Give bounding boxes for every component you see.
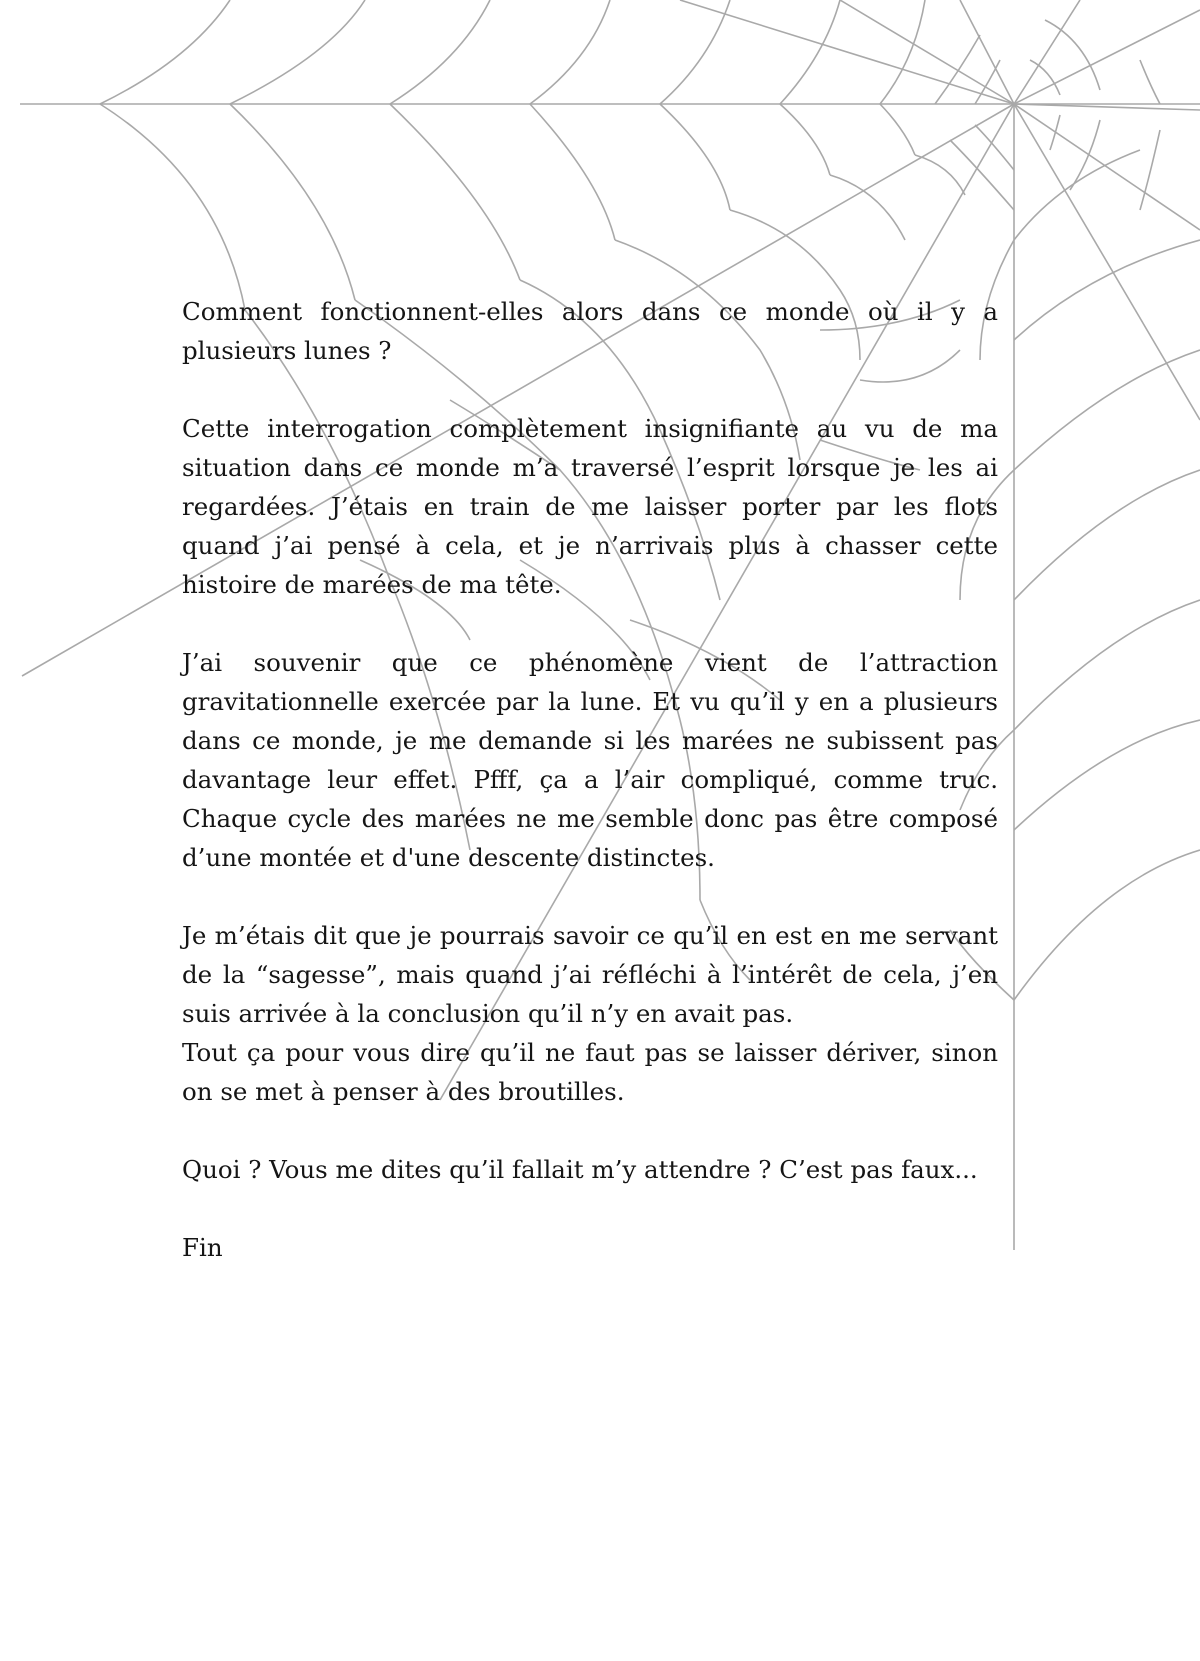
paragraph: Cette interrogation complètement insignifiante au vu de ma situation dans ce monde m’a traversé l’esprit lorsque je les ai regardées. J’étais en train de me laisser porter par les flots quand j’ai pensé à cela, et je n’arrivais plus à chasser cette histoire de marées de ma tête.	[182, 414, 998, 599]
web-arc	[100, 0, 230, 104]
web-arc	[1014, 850, 1200, 1000]
web-arc	[230, 0, 365, 104]
paragraph: Comment fonctionnent-elles alors dans ce monde où il y a plusieurs lunes ?	[182, 297, 998, 365]
web-arc	[230, 104, 355, 300]
web-arc	[390, 104, 520, 280]
web-thread	[1014, 10, 1200, 104]
web-arc	[1030, 60, 1060, 95]
web-thread	[1014, 0, 1080, 104]
story-text	[182, 292, 998, 1306]
web-arc	[100, 104, 245, 310]
web-arc	[1014, 240, 1200, 340]
web-arc	[975, 60, 1000, 104]
paragraph: Quoi ? Vous me dites qu’il fallait m’y attendre ? C’est pas faux...	[182, 1155, 978, 1184]
web-arc	[1045, 20, 1100, 90]
web-thread	[680, 0, 1014, 104]
web-arc	[780, 104, 830, 175]
web-arc	[975, 125, 1014, 170]
web-arc	[1140, 130, 1160, 210]
web-arc	[1050, 115, 1060, 150]
web-arc	[530, 0, 610, 104]
web-arc	[880, 104, 915, 155]
web-arc	[1070, 120, 1100, 190]
web-arc	[390, 0, 490, 104]
web-arc	[1014, 350, 1200, 470]
web-thread	[960, 0, 1014, 104]
paragraph: J’ai souvenir que ce phénomène vient de l’attraction gravitationnelle exercée par la lune. Et vu qu’il y en a plusieurs dans ce monde, je me demande si les marées ne subissent pas davantage leur effet. Pfff, ça a l’air compliqué, comme truc. Chaque cycle des marées ne me semble donc pas être composé d’une montée et d'une descente distinctes.	[182, 648, 998, 872]
web-arc	[880, 0, 925, 104]
web-arc	[1014, 470, 1200, 600]
web-thread	[1014, 104, 1200, 420]
web-thread	[1014, 104, 1200, 230]
web-arc	[660, 0, 730, 104]
web-arc	[530, 104, 615, 240]
paragraph: Tout ça pour vous dire qu’il ne faut pas se laisser dériver, sinon on se met à penser à des broutilles.	[182, 1038, 998, 1106]
web-arc	[935, 35, 980, 104]
web-arc	[1014, 720, 1200, 830]
paragraph: Je m’étais dit que je pourrais savoir ce qu’il en est en me servant de la “sagesse”, mais quand j’ai réfléchi à l’intérêt de cela, j’en suis arrivée à la conclusion qu’il n’y en avait pas.	[182, 921, 998, 1028]
closing-word: Fin	[182, 1233, 223, 1262]
web-arc	[780, 0, 840, 104]
web-arc	[660, 104, 730, 210]
web-thread	[840, 0, 1014, 104]
web-thread	[1014, 104, 1200, 110]
web-arc	[915, 155, 965, 195]
web-arc	[950, 140, 1014, 210]
web-arc	[1140, 60, 1160, 104]
web-arc	[1014, 150, 1140, 240]
web-arc	[830, 175, 905, 240]
web-arc	[1014, 600, 1200, 730]
